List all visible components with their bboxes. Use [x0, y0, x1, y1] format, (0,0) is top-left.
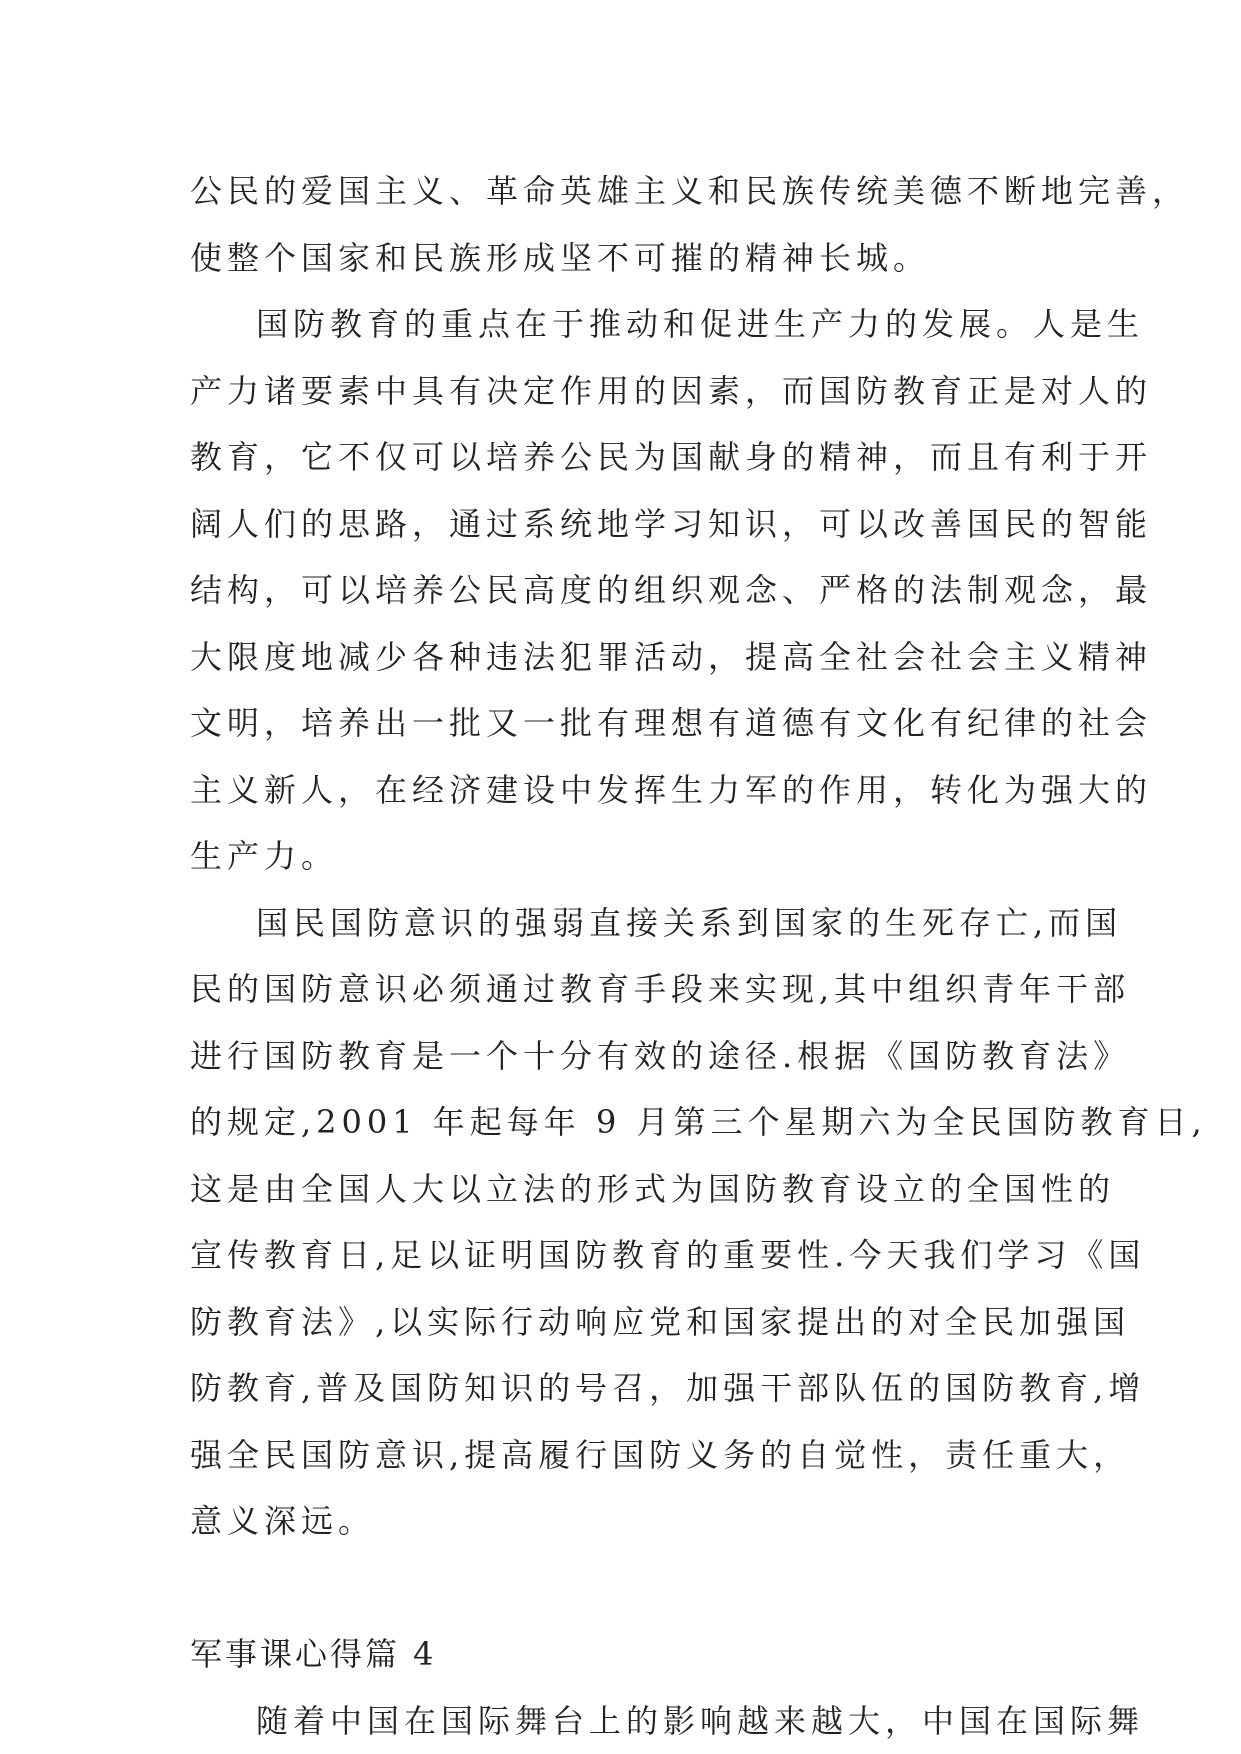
- text-line: 的规定,2001 年起每年 9 月第三个星期六为全民国防教育日,: [190, 1103, 1207, 1141]
- text-line: 使整个国家和民族形成坚不可摧的精神长城。: [190, 238, 931, 277]
- text-line: 随着中国在国际舞台上的影响越来越大，中国在国际舞: [256, 1701, 1145, 1740]
- text-line: 教育，它不仅可以培养公民为国献身的精神，而且有利于开: [190, 438, 1153, 476]
- text-line: 意义深远。: [190, 1502, 376, 1540]
- text-line: 主义新人，在经济建设中发挥生力军的作用，转化为强大的: [190, 770, 1153, 809]
- paragraph-2: [190, 291, 1153, 890]
- blank-line: [190, 1555, 1070, 1622]
- section-heading: 军事课心得篇 4: [190, 1635, 437, 1673]
- text-line: 结构，可以培养公民高度的组织观念、严格的法制观念，最: [190, 571, 1153, 609]
- document-body: [190, 158, 1207, 1754]
- text-line: 产力诸要素中具有决定作用的因素，而国防教育正是对人的: [190, 371, 1153, 410]
- text-line: 国防教育的重点在于推动和促进生产力的发展。人是生: [256, 305, 1145, 343]
- paragraph-1: [190, 158, 1190, 291]
- text-line: 生产力。: [190, 837, 339, 875]
- text-line: 宣传教育日,足以证明国防教育的重要性.今天我们学习《国: [190, 1236, 1146, 1274]
- text-line: 进行国防教育是一个十分有效的途径.根据《国防教育法》: [190, 1036, 1131, 1075]
- text-line: 大限度地减少各种违法犯罪活动，提高全社会社会主义精神: [190, 637, 1153, 676]
- text-line: 国民国防意识的强弱直接关系到国家的生死存亡,而国: [256, 903, 1123, 942]
- text-line: 防教育,普及国防知识的号召，加强干部队伍的国防教育,增: [190, 1369, 1146, 1407]
- paragraph-3: [190, 890, 1207, 1555]
- text-line: 文明，培养出一批又一批有理想有道德有文化有纪律的社会: [190, 704, 1153, 742]
- text-line: 这是由全国人大以立法的形式为国防教育设立的全国性的: [190, 1169, 1116, 1208]
- text-line: 阔人们的思路，通过系统地学习知识，可以改善国民的智能: [190, 504, 1153, 543]
- text-line: 防教育法》,以实际行动响应党和国家提出的对全民加强国: [190, 1302, 1131, 1341]
- paragraph-4: [190, 1688, 1145, 1754]
- text-line: 公民的爱国主义、革命英雄主义和民族传统美德不断地完善，: [190, 172, 1190, 210]
- text-line: 强全民国防意识,提高履行国防义务的自觉性，责任重大，: [190, 1435, 1131, 1474]
- text-line: 民的国防意识必须通过教育手段来实现,其中组织青年干部: [190, 970, 1131, 1008]
